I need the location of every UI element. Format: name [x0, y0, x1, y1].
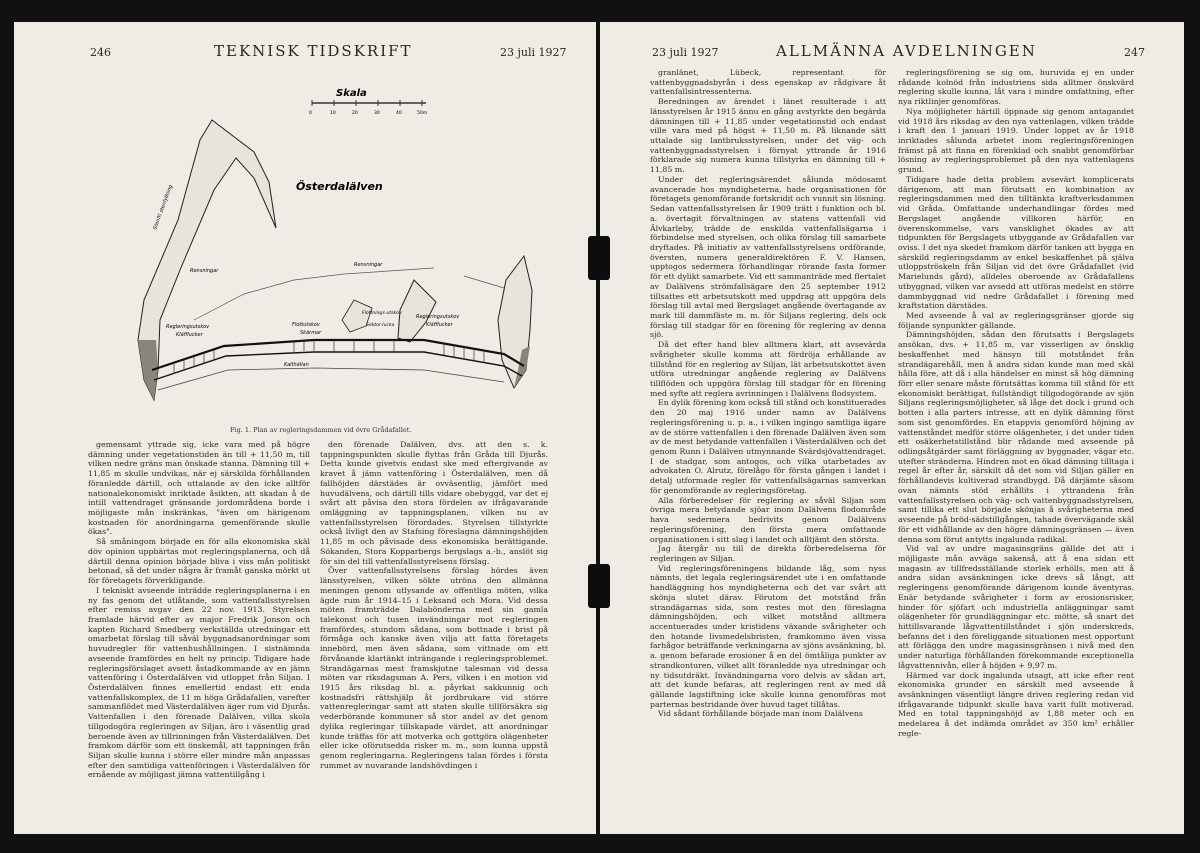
paragraph: gemensamt yttrade sig, icke vara med på högre dämning under vegetationstiden än till + 11,50 m, till vilken nedre gräns man önskade stanna. Dämning till + 11,85 m skulle undvikas, när ej särskilda förhållanden föranledde därtill, och uttalande av den icke alltför nationalekonomiskt inriktade åsikten, att skadan å de intill vattendraget gränsande jordområdena borde i möjligaste mån inskränkas, "även om härigenom kostnaden för anordningarna gemenförande skulle ökas". [88, 440, 310, 537]
figure-label: Skärmar [300, 330, 322, 336]
figure-label: Sektor-lucka [366, 323, 395, 328]
paragraph: Med avseende å val av regleringsgränser gjorde sig följande synpunkter gällande. [898, 310, 1134, 330]
page-number: 247 [1124, 46, 1145, 59]
issue-date: 23 juli 1927 [652, 46, 719, 59]
scale-tick-label: 10 [330, 111, 336, 116]
paragraph: Då det efter hand blev alltmera klart, att avsevärda svårigheter skulle komma att fördröja erhållande av tillstånd för en reglering av Siljan, lät arbetsutskottet även utföra utredningar angående reglering av Dalälvens tillflöden och uppgöra förslag till stadgar för en förening med syfte att reglera avrinningen i Dalälvens flodsystem. [650, 340, 886, 398]
paragraph: Beredningen av ärendet i länet resulterade i att länsstyrelsen år 1915 ännu en gång avstyrkte den begärda dämningen till + 11,85 under vegetationstid och endast ville vara med på högst + 11,50 m. På liknande sätt uttalade sig lantbruksstyrelsen, under det väg- och vattenbyggnadsstyrelsen i förnyat yttrande år 1916 förklarade sig numera kunna tillstyrka en dämning till + 11,85 m. [650, 97, 886, 175]
paragraph: Dämningshöjden, sådan den förutsatts i Bergslagets ansökan, dvs. + 11,85 m, var visserligen av önsklig beskaffenhet med hänsyn till motståndet från strandägarehåll, men å andra sidan kunde man med skäl hålla före, att då i alla händelser en minst så hög dämning förr eller senare måste förutsättas komma till stånd för ett ekonomiskt berättigat, fullständigt tillgodogörande av sjön Siljans regleringsmöjligheter, så låge det dock i grund och botten i alla parters intresse, att en dylik dämning först som sist genomfördes. En etappvis genomförd höjning av vattenståndet medför större olägenheter, i det under tiden ett osäkerhetstillstånd blir rådande med avseende på odlingsåtgärder samt förläggning av byggnader, vägar etc. utefter stränderna. Hindren mot en ökad dämning tilltaga i regel år efter år, särskilt då det som vid Siljan gäller en förhållandevis kultiverad strandbygd. Då därjämte såsom ovan nämnts stöd erhållits i yttrandena från vattenfallsstyrelsen och väg- och vattenbyggnadsstyrelsen, samt tillika ett slut började skönjas å svårigheterna med avseende på bröd-sädstillgången, tahade övervägande skäl för ett vidhållande av den högre dämningsgränsen — även denna som förut antytts ingalunda radikal. [898, 330, 1134, 544]
journal-title: ALLMÄNNA AVDELNINGEN [776, 42, 1037, 60]
figure-label: Rensningar [354, 262, 383, 268]
scale-tick-label: 50m [417, 111, 428, 116]
scale-tick-label: 40 [396, 111, 402, 116]
figure-label: Rensningar [190, 268, 219, 274]
paragraph: Så småningom började en för alla ekonomiska skäl döv opinion uppbärtas mot regleringsplanerna, och då därtill denna opinion började bliva i viss mån politiskt betonad, så det under några år framåt ganska mörkt ut för företagets förverkligande. [88, 537, 310, 586]
figure-label: Kläfflucker [426, 322, 453, 328]
scale-tick-label: 0 [309, 111, 312, 116]
binding-tab [588, 236, 610, 280]
paragraph: Vid val av undre magasinsgräns gällde det att i möjligaste mån avväga sakenså, att å ena sidan ett magasin av tillfredsställande storlek erhölls, men att å andra sidan avsänkningen icke drevs så långt, att regleringens genomförande därigenom kunde äventyras. Enär betydande svårigheter i form av erosionsrisker, hinder för sjöfart och industriella anläggningar samt olägenheter för grundläggningar etc. mötte, så snart det hittillsvarande lågvattentillståndet i sjön underskreds, befanns det i den föreliggande situationen mest opportunt att förlägga den undre magasinsgränsen i nivå med den under naturliga förhållanden förekommande exceptionella lågvattennivån, eller å höjden + 9,97 m. [898, 544, 1134, 670]
figure-caption: Fig. 1. Plan av regleringsdammen vid övre Grådafallet. [230, 426, 412, 434]
paragraph: Alla förberedelser för reglering av såväl Siljan som övriga mera betydande sjöar inom Dalälvens flodområde hava sedermera bedrivits genom Dalälvens regleringsförening, den första mera omfattande organisationen i sitt slag i landet och alltjämt den största. [650, 495, 886, 544]
paragraph: Tidigare hade detta problem avsevärt komplicerats därigenom, att man förutsatt en kombination av regleringsdammen med den tilltänkta kraftverksdammen vid Gråda. Omfattande underhandlingar fördes med Bergslaget angående villkoren härför, en överenskommelse, vars vansklighet ökades av att tidpunkten för Bergslagets utbyggande av Grådafallen var oviss. I det nya skedet framkom därför tanken att bygga en särskild regleringsdamm av enkel beskaffenhet på själva utloppströskeln från Siljan vid det övre Grådafallet (vid Marielunds gård), alldeles oberoende av Grådafallens utbyggnad, vilken var avsedd att utföras medelst en större dammbyggnad vid nedre Grådafallet i förening med kraftstation därstädes. [898, 174, 1134, 311]
paragraph: granlänet, Lübeck, representant för vattenbyggnadsbyrån i dess egenskap av rådgivare åt vattenfallsintressenterna. [650, 68, 886, 97]
figure-label: Kalthällan [284, 362, 309, 368]
figure-label: Regleringsutskov [416, 314, 460, 320]
paragraph: Nya möjligheter härtill öppnade sig genom antagandet vid 1918 års riksdag av den nya vattenlagen, vilken trädde i kraft den 1 januari 1919. Under loppet av år 1918 inriktades sålunda arbetet inom regleringsföreningen främst på att finna en förenklad och snabbt genomförbar lösning av regleringsproblemet på den nya vattenlagens grund. [898, 106, 1134, 175]
left-page-column-2 [320, 440, 548, 816]
journal-title: TEKNISK TIDSKRIFT [214, 42, 413, 60]
paragraph: Härmed var dock ingalunda utsagt, att icke efter rent ekonomiska grunder en särskilt med avseende å avsänkningen väsentligt längre driven reglering redan vid ifrågavarande tidpunkt skulle hava varit fullt motiverad. Med en total tappningshöjd av 1,88 meter och en medelarea å det indämda området av 350 km² erhåller regle- [898, 670, 1134, 738]
paragraph: regleringsförening se sig om, huruvida ej en under rådande kolnöd från industriens sida alltmer önskvärd reglering skulle kunna, låt vara i mindre omfattning, efter nya riktlinjer genomföras. [898, 68, 1134, 107]
scale-label: Skala [336, 88, 367, 99]
right-page-column-1 [650, 68, 886, 820]
issue-date: 23 juli 1927 [500, 46, 567, 59]
scale-tick-label: 20 [352, 111, 358, 116]
paragraph: Under det regleringsärendet sålunda mödosamt avancerade hos myndigheterna, hade organisationen för företagets genomförande fortskridit och vunnit sin lösning. Sedan vattenfallsstyrelsen år 1909 trätt i funktion och bl. a. övertagit förvaltningen av statens vattenfall vid Älvkarleby, trädde de enskilda vattenfallsägarna i förbindelse med styrelsen, och olika förslag till samarbete dryftades. På initiativ av vattenfallsstyrelsens ordförande, översten, numera generaldirektören F. V. Hansen, upptogos sedermera förhandlingar rörande fasta former för ett dylikt samarbete. Vid ett sammanträde med flertalet av Dalälvens strömfallsägare den 25 september 1912 tillsattes ett arbetsutskott med uppdrag att uppgöra dels förslag till avtal med Bergslaget angående övertagande av mark till dammfäste m. m. för Siljans reglering, dels ock förslag till stadgar för en förening för reglering av denna sjö. [650, 174, 886, 340]
page-number: 246 [90, 46, 111, 59]
binding-tab [588, 564, 610, 608]
right-page [600, 22, 1184, 834]
figure-label: Regleringsutskov [166, 324, 210, 330]
figure-label: Kläfflucker [176, 332, 203, 338]
paragraph: Vid regleringsföreningens bildande låg, som nyss nämnts, det legala regleringsärendet ute i en omfattande handläggning hos myndigheterna och det var svårt att skönja slutet därav. Förutom det motstånd från strandägarnas sida, som restes mot den föreslagna dämningshöjden, och vilket motstånd alltmera accentuerades under kristidens växande svårigheter och den hotande livsmedelsbristen, framkommo även vissa farhågor beträffande verkningarna av sjöns avsänkning, bl. a. genom befarade erosioner å en del ömtåliga punkter av strandkonturen, vilket allt föranledde nya utredningar och ny tidsutdräkt. Invändningarna voro delvis av sådan art, att det kunde befaras, att regleringen rent av med då gällande lagstiftning icke skulle kunna genomföras mot parternas bestridande över huvud taget tillåtas. [650, 563, 886, 709]
dam-plan-figure [104, 70, 554, 420]
left-page-column-1 [88, 440, 310, 816]
figure-label: Flottutskov [292, 322, 320, 328]
left-page [14, 22, 596, 834]
river-label: Österdalälven [296, 180, 383, 193]
right-page-column-2 [898, 68, 1134, 820]
paragraph: Vid sådant förhållande började man inom Dalälvens [658, 709, 863, 719]
figure-label: Flottnings-utskov [362, 311, 402, 316]
paragraph: den förenade Dalälven, dvs. att den s. k. tappningspunkten skulle flyttas från Gråda till Djurås. Detta kunde givetvis endast ske med eftergivande av kravet å jämn vattenföring i Österdalälven, men då fallhöjden därstädes är ovväsentlig, jämfört med huvudälvens, och därtill tills vidare obebyggd, var det ej svårt att påvisa den stora fördelen av ifrågavarande omläggning av tappningsplanen, vilken nu av vattenfallsstyrelsen förordades. Styrelsen tillstyrkte också livligt den av Stafsing föreslagna dämningshöjden 11,85 m och påvisade dess ekonomiska berättigande. Sökanden, Stora Kopparbergs bergslags a.-b., anslöt sig för sin del till vattenfallsstyrelsens förslag. [320, 440, 548, 566]
figure-label: Stenfri stenfyllning [152, 184, 175, 231]
paragraph: I tekniskt avseende inträdde regleringsplanerna i en ny fas genom det utlåtande, som vattenfallsstyrelsen efter remiss avgav den 22 nov. 1913. Styrelsen framlade härvid efter av major Fredrik Jonson och kapten Richard Smedberg verkställda utredningar ett omarbetat förslag till såväl byggnadsanordningar som huvudregler för vattenhushållningen. I sistnämnda avseende framfördes en helt ny princip. Tidigare hade regleringsförslaget avsett åstadkommande av en jämn vattenföring i Österdalälven vid utloppet från Siljan. I Österdalälven finnes emellertid endast ett enda vattenfallskomplex, de 11 m höga Grådafallen, varefter sammanflödet med Västerdalälven äger rum vid Djurås. Vattenfallen i den förenade Dalälven, vilka skola tillgodogöra regleringen av Siljan, äro i väsentlig grad beroende även av tillrinningen från Västerdalälven. Det framkom därför som ett önskemål, att tappningen från Siljan skulle kunna i större eller mindre mån anpassas efter den samtidiga vattenföringen i Västerdalälven för ernående av möjligast jämna vattentillgång i [88, 585, 310, 780]
scale-tick-label: 30 [374, 111, 380, 116]
paragraph: Över vattenfallsstyrelsens förslag hördes även länsstyrelsen, vilken sökte utröna den allmänna meningen genom utlysande av offentliga möten, vilka ägde rum år 1914–15 i Leksand och Mora. Vid dessa möten framträdde Dalabönderna med sin gamla talekonst och tusen invändningar mot regleringen framfördes, stundom sådana, som bottnade i brist på förmåga och kanske även vilja att fatta företagets innebörd, men även sådana, som vittnade om ett förvånande klartänkt inträngande i regleringsproblemet. Strandägarnas mest framskjutne talesman vid dessa möten var riksdagsman A. Pers, vilken i en motion vid 1915 års riksdag bl. a. påyrkat sakkunnig och kostnadsfri rättshjälp åt jordbrukare vid större vattenregleringar samt att staten skulle tillförsäkra sig vederbörande kommuner så stor andel av det genom dylika regleringar tillskapade värdet, att anordningar kunde träffas för att motverka och gottgöra olägenheter eller icke oförutsedda risker m. m., som kunna uppstå genom regleringarna. Regleringens talan fördes i första rummet av nuvarande landshövdingen i [320, 566, 548, 770]
paragraph: En dylik förening kom också till stånd och konstituerades den 20 maj 1916 under namn av Dalälvens regleringsförening u. p. a., i vilken ingingo samtliga ägare av de större vattenfallen i den förenade Dalälven även som av de mest betydande vattenfallen i Västerdalälven och det genom Runn i Dalälven utmynnande Svärdsjövattendraget. I de stadgar, som antogos, och vilka utarbetades av advokaten O. Alrutz, förelågo för första gången i landet i detalj utformade regler för vattenfallsägarnas samverkan för genomförande av regleringsföretag. [650, 398, 886, 495]
paragraph: Jag återgår nu till de direkta förberedelserna för regleringen av Siljan. [650, 544, 886, 563]
